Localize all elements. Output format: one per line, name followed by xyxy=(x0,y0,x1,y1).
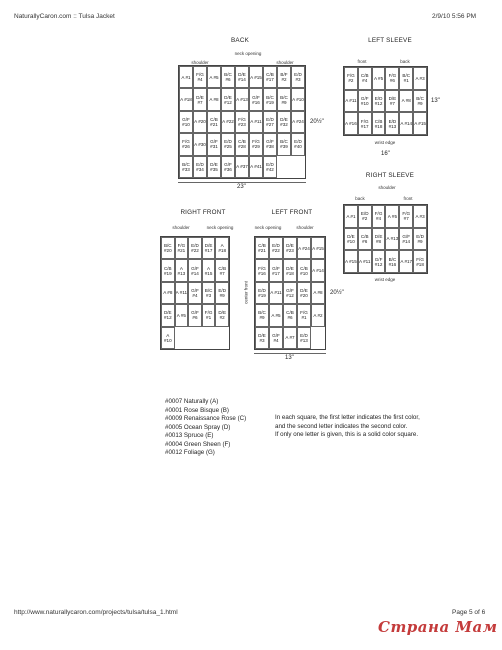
back-title: BACK xyxy=(231,37,249,44)
pattern-square: F/G #1 xyxy=(202,304,216,326)
pattern-square: F/G #26 xyxy=(179,133,193,155)
color-note xyxy=(275,414,485,440)
pattern-square: B/C #20 xyxy=(161,237,175,259)
pattern-square: E/D #42 xyxy=(263,156,277,178)
pattern-square: C/B #28 xyxy=(235,133,249,155)
note-line: In each square, the first letter indicates the first color, xyxy=(275,414,420,421)
pattern-square: A #41 xyxy=(249,156,263,178)
right-front-grid xyxy=(160,236,230,350)
pattern-square: A #5 xyxy=(385,205,399,228)
pattern-square: D/E #7 xyxy=(193,88,207,110)
pattern-square: A #8 xyxy=(161,282,175,304)
pattern-square: E/D #3 xyxy=(291,66,305,88)
right-sleeve-grid xyxy=(343,204,428,274)
pattern-square: A #10 xyxy=(161,327,175,349)
pattern-square: A #15 xyxy=(344,250,358,273)
note-line: If only one letter is given, this is a solid color square. xyxy=(275,431,419,438)
pattern-square: A #13 xyxy=(385,228,399,251)
pattern-square: C/B #4 xyxy=(358,67,372,90)
right-sleeve-back: back xyxy=(355,196,365,201)
pattern-square: B/C #9 xyxy=(413,90,427,113)
pattern-square: D/E #32 xyxy=(277,111,291,133)
front-height: 20½" xyxy=(330,290,344,296)
pattern-square: A #10 xyxy=(291,88,305,110)
pattern-square: F/G #4 xyxy=(372,205,386,228)
pattern-square: B/C #19 xyxy=(263,88,277,110)
pattern-square: D/E #14 xyxy=(235,66,249,88)
pattern-square: E/D #9 xyxy=(215,282,229,304)
pattern-square: A #24 xyxy=(297,237,311,259)
pattern-square: A #14 xyxy=(399,112,413,135)
pattern-square: B/C #39 xyxy=(277,133,291,155)
pattern-square: A #24 xyxy=(291,111,305,133)
pattern-square: A #15 xyxy=(249,66,263,88)
pattern-square: C/B #18 xyxy=(372,112,386,135)
pattern-square: A #7 xyxy=(283,327,297,349)
pattern-square: E/D #40 xyxy=(291,133,305,155)
pattern-square: A #15 xyxy=(413,112,427,135)
footer-url[interactable]: http://www.naturallycaron.com/projects/tulsa/tulsa_1.html xyxy=(14,609,178,616)
pattern-square: E/D #2 xyxy=(358,205,372,228)
back-width: 23" xyxy=(237,184,246,190)
legend-item: #0012 Foliage (G) xyxy=(165,449,215,456)
pattern-square: G/F #16 xyxy=(249,88,263,110)
pattern-square: D/E #12 xyxy=(221,88,235,110)
pattern-square: G/F #31 xyxy=(207,133,221,155)
pattern-square: A #22 xyxy=(221,111,235,133)
back-shoulder-left: shoulder xyxy=(191,60,209,65)
pattern-square: A #3 xyxy=(413,205,427,228)
pattern-square: A #13 xyxy=(235,88,249,110)
pattern-square: A #18 xyxy=(179,88,193,110)
front-width: 13" xyxy=(285,355,294,361)
pattern-square: A #13 xyxy=(175,259,189,281)
right-sleeve-front: front xyxy=(403,196,413,201)
pattern-square: G/F #10 xyxy=(358,90,372,113)
pattern-square: B/F #2 xyxy=(277,66,291,88)
pattern-square: B/C #1 xyxy=(399,67,413,90)
pattern-square: A #17 xyxy=(399,250,413,273)
left-sleeve-back: back xyxy=(400,59,410,64)
pattern-square: B/C #9 xyxy=(277,88,291,110)
pattern-square: D/E #2 xyxy=(215,304,229,326)
pattern-square: F/G #6 xyxy=(385,67,399,90)
pattern-square: F/G #2 xyxy=(344,67,358,90)
pattern-square: G/F #4 xyxy=(188,282,202,304)
pattern-square: A #3 xyxy=(413,67,427,90)
pattern-square: F/G #7 xyxy=(399,205,413,228)
back-grid xyxy=(178,65,306,179)
pattern-square: E/D #19 xyxy=(255,282,269,304)
pattern-square: C/B #19 xyxy=(161,259,175,281)
pattern-square: B/C #16 xyxy=(385,250,399,273)
left-front-title: LEFT FRONT xyxy=(271,209,313,216)
left-sleeve-front: front xyxy=(357,59,367,64)
pattern-square: B/C #9 xyxy=(255,304,269,326)
right-front-neck: neck opening xyxy=(206,225,234,230)
pattern-square: A #30 xyxy=(193,133,207,155)
pattern-square: A #14 xyxy=(311,259,325,281)
left-sleeve-grid xyxy=(343,66,428,136)
watermark-logo: Страна Мам xyxy=(378,618,498,636)
pattern-square: D/E #12 xyxy=(161,304,175,326)
pattern-square: G/F #6 xyxy=(188,304,202,326)
pattern-square: G/F #10 xyxy=(179,111,193,133)
right-sleeve-title: RIGHT SLEEVE xyxy=(365,172,415,179)
center-front-label: center front xyxy=(243,281,249,304)
pattern-square: A #1 xyxy=(344,205,358,228)
legend-item: #0001 Rose Bisque (B) xyxy=(165,406,229,414)
pattern-square: C/B #6 xyxy=(283,304,297,326)
pattern-square: G/F #38 xyxy=(263,133,277,155)
pattern-square: E/D #22 xyxy=(188,237,202,259)
pattern-square: E/D #13 xyxy=(297,327,311,349)
pattern-square: F/G #23 xyxy=(235,111,249,133)
pattern-square: B/C #3 xyxy=(202,282,216,304)
yarn-legend xyxy=(165,398,246,458)
pattern-square: E/D #12 xyxy=(372,90,386,113)
pattern-square: E/D #9 xyxy=(413,228,427,251)
pattern-square: A #8 xyxy=(207,88,221,110)
back-shoulder-right: shoulder xyxy=(276,60,294,65)
pattern-square: F/G #4 xyxy=(193,66,207,88)
pattern-square: D/E #3 xyxy=(255,327,269,349)
left-sleeve-wrist: wrist edge xyxy=(374,140,396,145)
pattern-square: A #8 xyxy=(399,90,413,113)
pattern-square: C/B #21 xyxy=(255,237,269,259)
pattern-square: A #2 xyxy=(311,304,325,326)
left-sleeve-height: 13" xyxy=(431,98,440,104)
pattern-square: G/F #12 xyxy=(283,282,297,304)
pattern-square: C/B #17 xyxy=(263,66,277,88)
legend-item: #0007 Naturally (A) xyxy=(165,398,219,405)
pattern-square: D/E #17 xyxy=(202,237,216,259)
legend-item: #0005 Ocean Spray (D) xyxy=(165,423,231,431)
left-front-grid xyxy=(254,236,326,350)
left-front-shoulder: shoulder xyxy=(296,225,314,230)
pattern-square: A #37 xyxy=(235,156,249,178)
pattern-square: D/E #8 xyxy=(372,228,386,251)
pattern-square: E/D #13 xyxy=(385,112,399,135)
legend-item: #0004 Green Sheen (F) xyxy=(165,440,231,448)
right-front-shoulder: shoulder xyxy=(172,225,190,230)
pattern-square: G/F #14 xyxy=(399,228,413,251)
legend-item: #0013 Spruce (E) xyxy=(165,432,214,439)
pattern-square: D/E #10 xyxy=(344,228,358,251)
pattern-square: D/E #20 xyxy=(297,282,311,304)
pattern-square: A #11 xyxy=(344,90,358,113)
pattern-square: E/D #25 xyxy=(221,133,235,155)
pattern-square: D/E #7 xyxy=(385,90,399,113)
back-height: 20½" xyxy=(310,119,324,125)
legend-item: #0009 Renaissance Rose (C) xyxy=(165,415,247,422)
pattern-square: G/F #17 xyxy=(269,259,283,281)
pattern-square: E/D #22 xyxy=(269,237,283,259)
pattern-square: B/C #33 xyxy=(179,156,193,178)
pattern-square: A #15 xyxy=(202,259,216,281)
pattern-square: A #5 xyxy=(372,67,386,90)
pattern-square: F/G #21 xyxy=(175,237,189,259)
pattern-square: B/C #6 xyxy=(221,66,235,88)
pattern-square: F/G #17 xyxy=(358,112,372,135)
right-sleeve-shoulder: shoulder xyxy=(378,185,396,190)
pattern-square: F/G #18 xyxy=(413,250,427,273)
pattern-square: C/B #6 xyxy=(358,228,372,251)
pattern-square: C/B #21 xyxy=(207,111,221,133)
back-neck-opening: neck opening xyxy=(234,51,262,56)
left-front-neck: neck opening xyxy=(254,225,282,230)
pattern-square: C/B #10 xyxy=(297,259,311,281)
page-header-left: NaturallyCaron.com :: Tulsa Jacket xyxy=(14,13,115,20)
pattern-square: F/G #1 xyxy=(297,304,311,326)
pattern-square: F/G #29 xyxy=(249,133,263,155)
pattern-square: G/F #36 xyxy=(221,156,235,178)
pattern-square: A #18 xyxy=(215,237,229,259)
pattern-square: A #5 xyxy=(269,304,283,326)
pattern-square: A #11 xyxy=(175,282,189,304)
pattern-square: A #11 xyxy=(269,282,283,304)
pattern-square: A #8 xyxy=(311,282,325,304)
pattern-square: F/G #16 xyxy=(255,259,269,281)
pattern-square: A #5 xyxy=(207,66,221,88)
pattern-square: A #11 xyxy=(358,250,372,273)
pattern-square: A #5 xyxy=(175,304,189,326)
pattern-square: D/E #18 xyxy=(283,259,297,281)
front-width-line xyxy=(254,353,326,354)
pattern-square: A #1 xyxy=(179,66,193,88)
right-front-title: RIGHT FRONT xyxy=(180,209,226,216)
pattern-square: E/D #27 xyxy=(263,111,277,133)
pattern-square: A #20 xyxy=(193,111,207,133)
pattern-square: C/B #7 xyxy=(215,259,229,281)
pattern-square: D/E #35 xyxy=(207,156,221,178)
left-sleeve-width: 16" xyxy=(381,151,390,157)
page-header-right: 2/9/10 5:56 PM xyxy=(432,13,477,20)
left-sleeve-title: LEFT SLEEVE xyxy=(368,37,412,44)
pattern-square: A #11 xyxy=(249,111,263,133)
note-line: and the second letter indicates the second color. xyxy=(275,422,408,430)
pattern-square: G/F #12 xyxy=(372,250,386,273)
pattern-square: A #16 xyxy=(344,112,358,135)
pattern-square: E/D #34 xyxy=(193,156,207,178)
back-width-line xyxy=(178,182,306,183)
pattern-square: D/E #23 xyxy=(283,237,297,259)
pattern-square: A #15 xyxy=(311,237,325,259)
pattern-square: G/F #4 xyxy=(269,327,283,349)
right-sleeve-wrist: wrist edge xyxy=(374,277,396,282)
pattern-square: G/F #14 xyxy=(188,259,202,281)
footer-page: Page 5 of 6 xyxy=(452,609,486,616)
